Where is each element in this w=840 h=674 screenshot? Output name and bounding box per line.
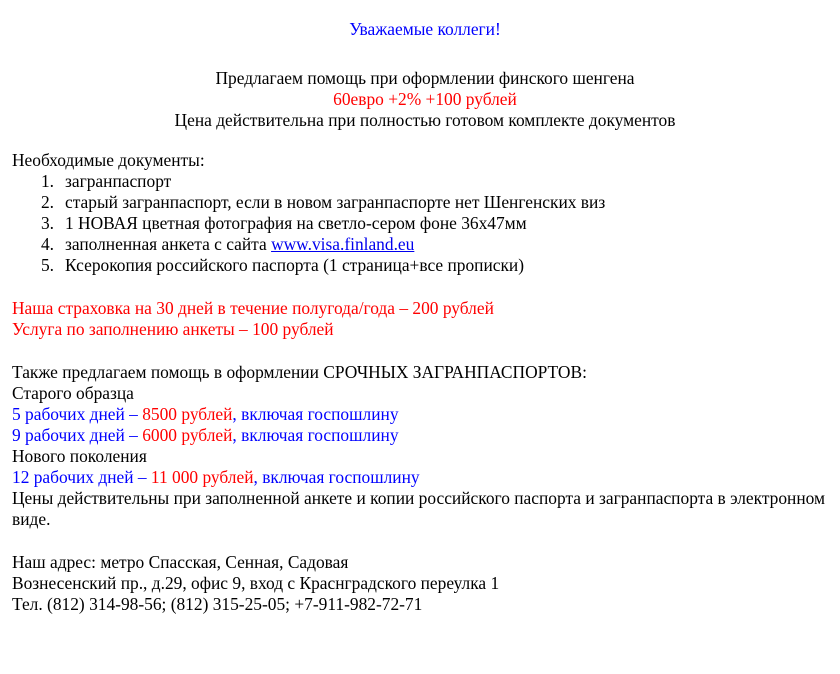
list-item-number: 4. — [40, 234, 54, 254]
documents-heading: Необходимые документы: — [12, 150, 205, 170]
list-item — [12, 192, 838, 213]
old-5-suffix: , включая госпошлину — [232, 404, 399, 424]
documents-list — [12, 171, 838, 276]
new-12-days-line — [12, 467, 838, 488]
list-item-number: 5. — [40, 255, 54, 275]
urgent-heading: Также предлагаем помощь в оформлении СРОЧНЫХ ЗАГРАНПАСПОРТОВ: — [12, 362, 587, 382]
list-item-text: старый загранпаспорт, если в новом загранпаспорте нет Шенгенских виз — [65, 192, 606, 212]
offer-price: 60евро +2% +100 рублей — [333, 89, 517, 109]
list-item — [12, 213, 838, 234]
new-12-days: 12 рабочих дней – — [12, 467, 151, 487]
spacer — [12, 131, 838, 150]
old-type-label: Старого образца — [12, 383, 134, 403]
old-9-suffix: , включая госпошлину — [232, 425, 399, 445]
list-item-number: 3. — [40, 213, 54, 233]
list-item — [12, 171, 838, 192]
new-12-suffix: , включая госпошлину — [253, 467, 420, 487]
list-item-text-prefix: заполненная анкета с сайта — [65, 234, 272, 254]
old-9-days-line — [12, 425, 838, 446]
form-fill-line: Услуга по заполнению анкеты – 100 рублей — [12, 319, 334, 339]
spacer — [12, 530, 838, 552]
address-line-2: Вознесенский пр., д.29, офис 9, вход с Краснградского переулка 1 — [12, 573, 500, 593]
spacer — [12, 58, 838, 68]
list-item-text — [65, 234, 414, 255]
offer-note: Цена действительна при полностью готовом комплекте документов — [174, 110, 676, 130]
conditions-text: Цены действительны при заполненной анкете и копии российского паспорта и загранпаспорта в электронном виде. — [12, 488, 826, 529]
list-item — [12, 255, 838, 276]
list-item-text: Ксерокопия российского паспорта (1 страница+все прописки) — [65, 255, 525, 275]
new-12-price: 11 000 рублей — [150, 467, 254, 487]
old-9-days: 9 рабочих дней – — [12, 425, 143, 445]
list-item-text: загранпаспорт — [65, 171, 172, 191]
old-5-price: 8500 рублей — [142, 404, 233, 424]
address-line-1: Наш адрес: метро Спасская, Сенная, Садовая — [12, 552, 349, 572]
visa-finland-link[interactable]: www.visa.finland.eu — [271, 234, 415, 254]
insurance-line: Наша страховка на 30 дней в течение полугода/года – 200 рублей — [12, 298, 494, 318]
list-item-number: 1. — [40, 171, 54, 191]
list-item — [12, 234, 838, 255]
greeting: Уважаемые коллеги! — [349, 19, 501, 39]
document-body — [12, 19, 838, 615]
old-5-days-line — [12, 404, 838, 425]
list-item-text: 1 НОВАЯ цветная фотография на светло-сером фоне 36х47мм — [65, 213, 527, 233]
list-item-number: 2. — [40, 192, 54, 212]
phones-line: Тел. (812) 314-98-56; (812) 315-25-05; +7-911-982-72-71 — [12, 594, 423, 614]
old-9-price: 6000 рублей — [142, 425, 233, 445]
spacer — [12, 340, 838, 362]
offer-line: Предлагаем помощь при оформлении финского шенгена — [215, 68, 635, 88]
old-5-days: 5 рабочих дней – — [12, 404, 143, 424]
spacer — [12, 276, 838, 298]
new-type-label: Нового поколения — [12, 446, 147, 466]
spacer — [12, 40, 838, 58]
